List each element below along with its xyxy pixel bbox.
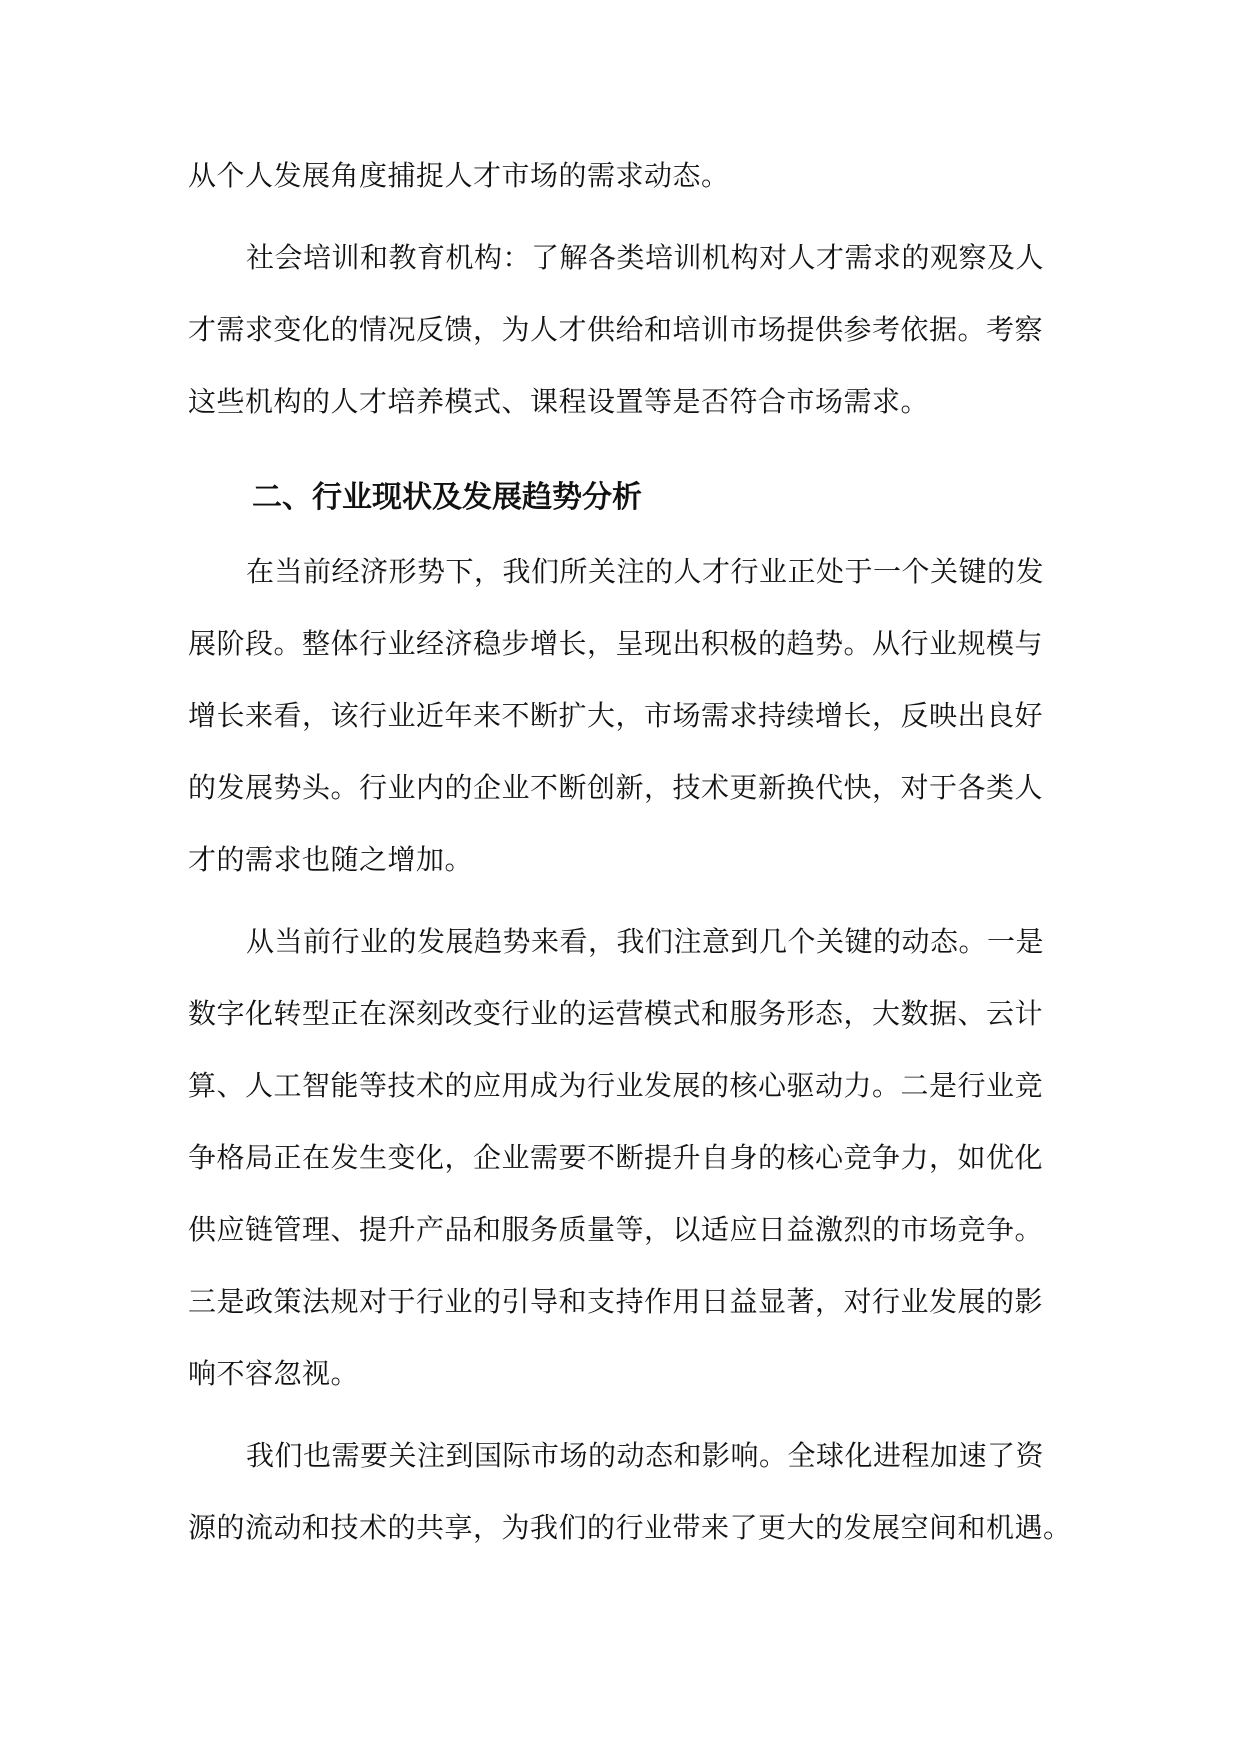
paragraph-continued (188, 140, 1052, 212)
text-line: 算、人工智能等技术的应用成为行业发展的核心驱动力。二是行业竞 (188, 1069, 1044, 1102)
paragraph-training-institutions (188, 222, 1052, 438)
text-line: 我们也需要关注到国际市场的动态和影响。全球化进程加速了资 (246, 1439, 1045, 1472)
text-line: 这些机构的人才培养模式、课程设置等是否符合市场需求。 (188, 385, 930, 418)
text-line: 在当前经济形势下，我们所关注的人才行业正处于一个关键的发 (246, 555, 1045, 588)
paragraph-industry-status (188, 536, 1052, 896)
text-line: 从个人发展角度捕捉人才市场的需求动态。 (188, 159, 730, 192)
text-line: 才的需求也随之增加。 (188, 843, 474, 876)
text-line: 的发展势头。行业内的企业不断创新，技术更新换代快，对于各类人 (188, 771, 1044, 804)
document-body (188, 140, 1072, 1564)
paragraph-international-market (188, 1420, 1072, 1564)
text-line: 从当前行业的发展趋势来看，我们注意到几个关键的动态。一是 (246, 925, 1045, 958)
text-line: 三是政策法规对于行业的引导和支持作用日益显著，对行业发展的影 (188, 1285, 1044, 1318)
text-line: 数字化转型正在深刻改变行业的运营模式和服务形态，大数据、云计 (188, 997, 1044, 1030)
text-line: 社会培训和教育机构：了解各类培训机构对人才需求的观察及人 (246, 241, 1045, 274)
section-heading: 二、行业现状及发展趋势分析 (252, 480, 642, 515)
text-line: 供应链管理、提升产品和服务质量等，以适应日益激烈的市场竞争。 (188, 1213, 1044, 1246)
text-line: 响不容忽视。 (188, 1357, 360, 1390)
text-line: 才需求变化的情况反馈，为人才供给和培训市场提供参考依据。考察 (188, 313, 1044, 346)
text-line: 争格局正在发生变化，企业需要不断提升自身的核心竞争力，如优化 (188, 1141, 1044, 1174)
paragraph-development-trends (188, 906, 1052, 1410)
text-line: 源的流动和技术的共享，为我们的行业带来了更大的发展空间和机遇。 (188, 1511, 1072, 1544)
text-line: 展阶段。整体行业经济稳步增长，呈现出积极的趋势。从行业规模与 (188, 627, 1044, 660)
text-line: 增长来看，该行业近年来不断扩大，市场需求持续增长，反映出良好 (188, 699, 1044, 732)
